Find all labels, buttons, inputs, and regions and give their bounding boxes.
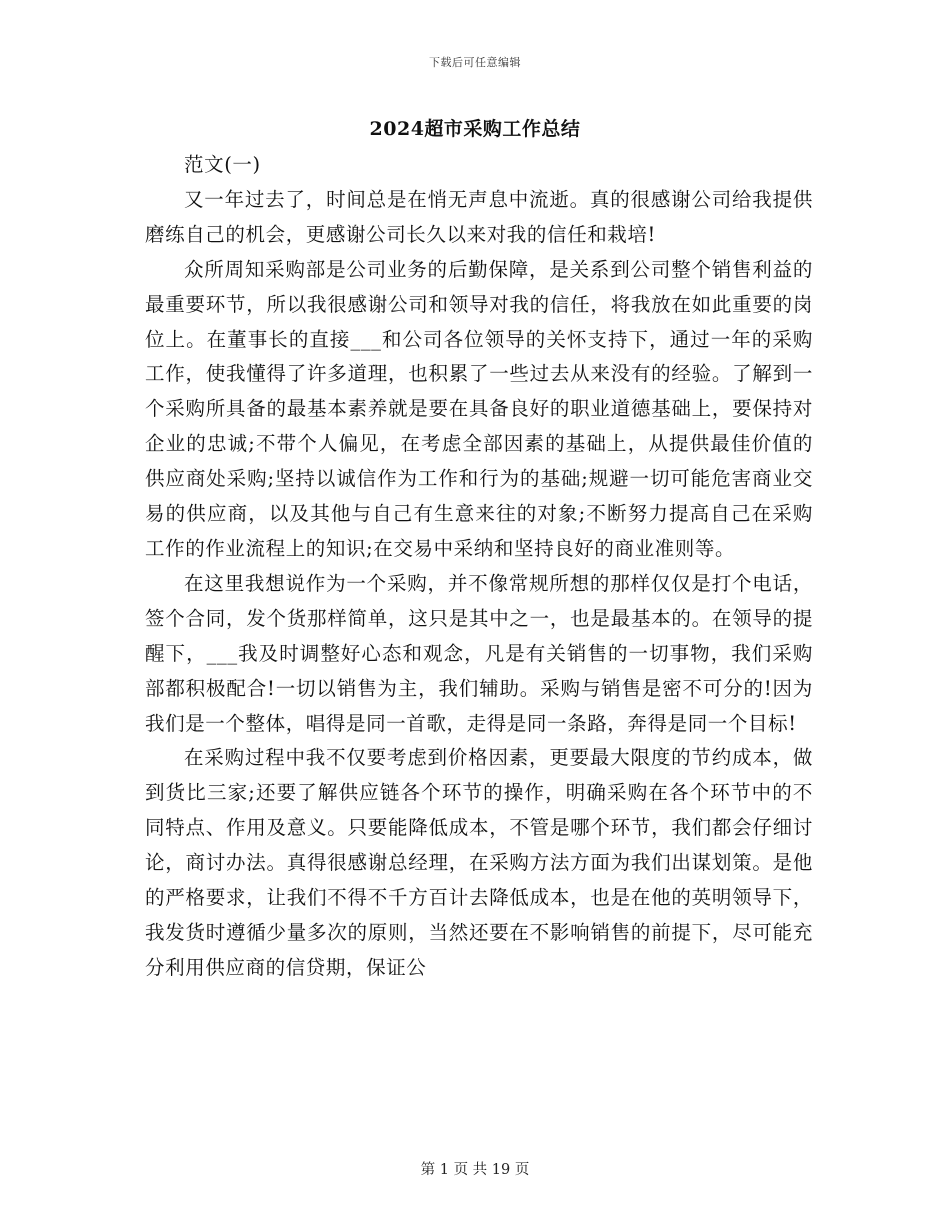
paragraph-2: 众所周知采购部是公司业务的后勤保障，是关系到公司整个销售利益的最重要环节，所以我很感谢公司和领导对我的信任，将我放在如此重要的岗位上。在董事长的直接___和公司各位领导的关怀支持下，通过一年的采购工作，使我懂得了许多道理，也积累了一些过去从来没有的经验。了解到一个采购所具备的最基本素养就是要在具备良好的职业道德基础上，要保持对企业的忠诚;不带个人偏见，在考虑全部因素的基础上，从提供最佳价值的供应商处采购;坚持以诚信作为工作和行为的基础;规避一切可能危害商业交易的供应商，以及其他与自己有生意来往的对象;不断努力提高自己在采购工作的作业流程上的知识;在交易中采纳和坚持良好的商业准则等。 [145,257,813,560]
document-body [145,148,813,986]
paragraph-1: 又一年过去了，时间总是在悄无声息中流逝。真的很感谢公司给我提供磨练自己的机会，更感谢公司长久以来对我的信任和栽培! [145,187,813,246]
section-subheading: 范文(一) [184,153,261,176]
page-header-note: 下载后可任意编辑 [429,56,521,69]
paragraph-3: 在这里我想说作为一个采购，并不像常规所想的那样仅仅是打个电话，签个合同，发个货那样简单，这只是其中之一，也是最基本的。在领导的提醒下，___我及时调整好心态和观念，凡是有关销售的一切事物，我们采购部都积极配合!一切以销售为主，我们辅助。采购与销售是密不可分的!因为我们是一个整体，唱得是同一首歌，走得是同一条路，奔得是同一个目标! [145,571,813,735]
page-number: 第 1 页 共 19 页 [420,1162,530,1178]
document-title: 2024超市采购工作总结 [369,118,581,140]
paragraph-4: 在采购过程中我不仅要考虑到价格因素，更要最大限度的节约成本，做到货比三家;还要了解供应链各个环节的操作，明确采购在各个环节中的不同特点、作用及意义。只要能降低成本，不管是哪个环节，我们都会仔细讨论，商讨办法。真得很感谢总经理，在采购方法方面为我们出谋划策。是他的严格要求，让我们不得不千方百计去降低成本，也是在他的英明领导下，我发货时遵循少量多次的原则，当然还要在不影响销售的前提下，尽可能充分利用供应商的信贷期，保证公 [145,746,813,979]
